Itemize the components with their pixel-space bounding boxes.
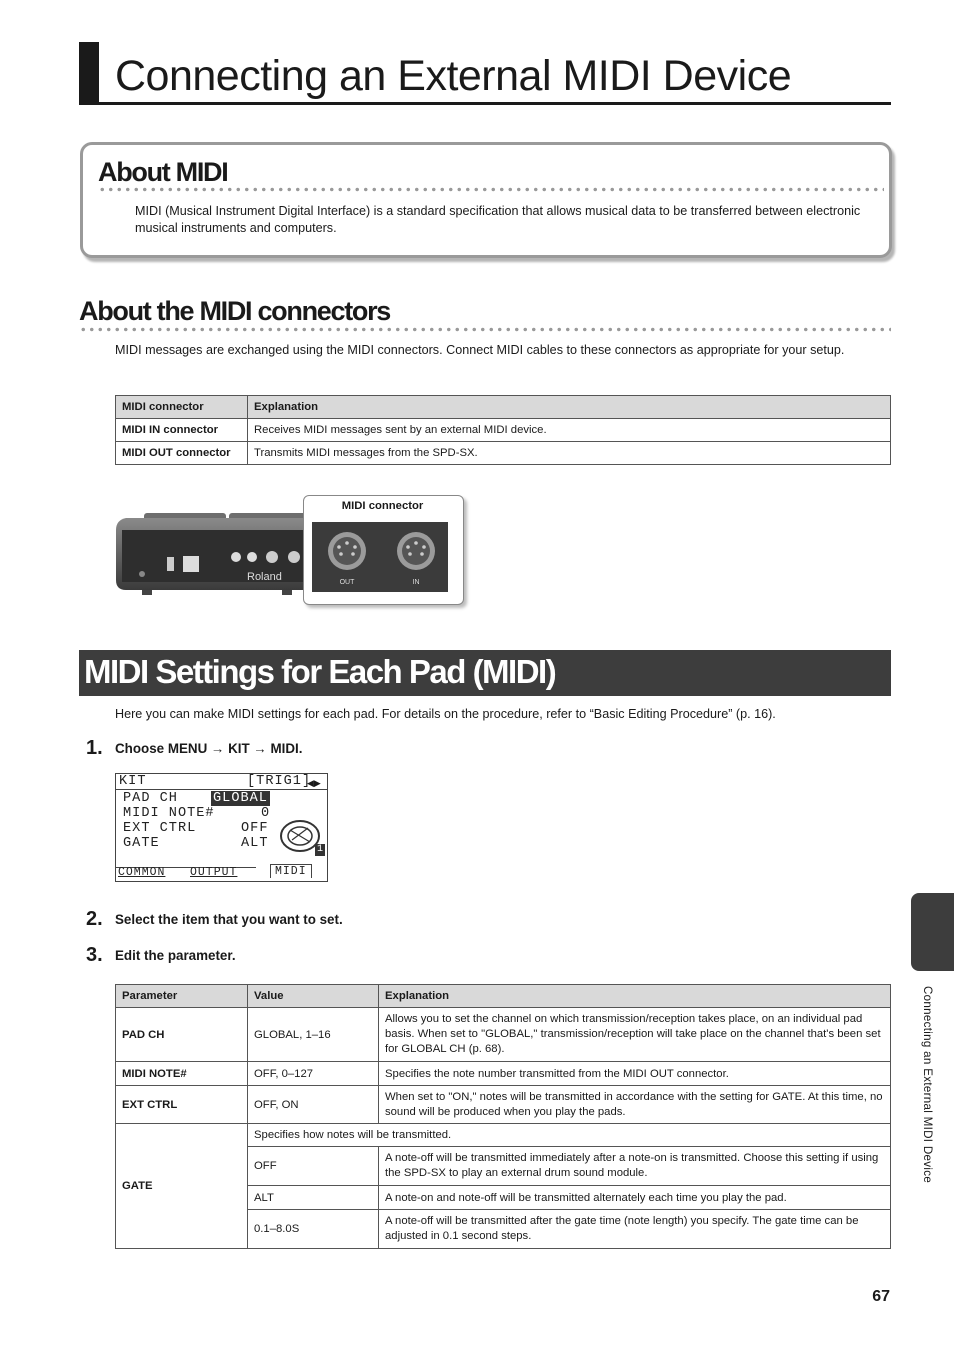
dotted-rule <box>98 187 884 192</box>
lcd-divider <box>116 789 327 790</box>
table-header: Value <box>248 985 379 1008</box>
lcd-param-value: 0 <box>261 806 271 821</box>
table-header-row <box>116 985 891 1008</box>
table-cell: When set to "ON," notes will be transmitted in accordance with the setting for GATE. At this time, no sound will be produced when you play the pads. <box>379 1086 891 1124</box>
table-cell: Specifies the note number transmitted from the MIDI OUT connector. <box>379 1062 891 1086</box>
table-row <box>116 442 891 465</box>
table-cell: OFF, 0–127 <box>248 1062 379 1086</box>
dotted-rule <box>79 327 891 332</box>
parameter-table <box>115 984 891 1249</box>
lcd-param-label: EXT CTRL <box>123 821 197 836</box>
lcd-tab-common: COMMON <box>118 866 166 879</box>
table-cell: Specifies how notes will be transmitted. <box>248 1124 891 1147</box>
table-cell: A note-off will be transmitted immediately after a note-on is transmitted. Choose this setting if using the SPD-SX to play an external drum sound module. <box>379 1147 891 1186</box>
table-header: MIDI connector <box>116 396 248 419</box>
lcd-param-label: PAD CH <box>123 791 178 806</box>
table-header: Parameter <box>116 985 248 1008</box>
table-cell: MIDI OUT connector <box>116 442 248 465</box>
port-in-label: IN <box>412 579 420 586</box>
table-header: Explanation <box>248 396 891 419</box>
lcd-param-value-selected: GLOBAL <box>213 791 268 806</box>
midi-in-port <box>397 532 435 570</box>
table-cell: ALT <box>248 1186 379 1210</box>
table-cell: MIDI IN connector <box>116 419 248 442</box>
connector-table <box>115 395 891 465</box>
step-text: Edit the parameter. <box>115 948 236 963</box>
table-cell: GLOBAL, 1–16 <box>248 1008 379 1062</box>
table-header-row <box>116 396 891 419</box>
step-number: 2. <box>86 908 103 930</box>
step-number: 3. <box>86 944 103 966</box>
lcd-top-right: [TRIG1] <box>247 774 312 789</box>
lcd-param-value: ALT <box>241 836 269 851</box>
midi-settings-intro: Here you can make MIDI settings for each pad. For details on the procedure, refer to “Basic Editing Procedure” (p. 16). <box>115 707 776 721</box>
table-cell: A note-on and note-off will be transmitted alternately each time you play the pad. <box>379 1186 891 1210</box>
table-cell: PAD CH <box>116 1008 248 1062</box>
table-cell: MIDI NOTE# <box>116 1062 248 1086</box>
table-cell: OFF, ON <box>248 1086 379 1124</box>
device-brand-text: Roland <box>247 571 282 583</box>
step-text: Select the item that you want to set. <box>115 912 343 927</box>
table-row <box>116 1062 891 1086</box>
table-row <box>116 1124 891 1147</box>
table-row <box>116 1086 891 1124</box>
table-cell: EXT CTRL <box>116 1086 248 1124</box>
port-out-label: OUT <box>339 579 355 586</box>
lcd-param-label: MIDI NOTE# <box>123 806 215 821</box>
step-number: 1. <box>86 737 103 759</box>
table-cell: Receives MIDI messages sent by an external MIDI device. <box>248 419 891 442</box>
chapter-side-label: Connecting an External MIDI Device <box>921 986 934 1184</box>
lcd-tab-output: OUTPUT <box>190 866 238 879</box>
table-cell: A note-off will be transmitted after the gate time (note length) you specify. The gate time can be adjusted in 0.1 second steps. <box>379 1210 891 1249</box>
page-number: 67 <box>872 1288 890 1305</box>
lcd-screen <box>115 773 328 882</box>
step-text: Choose MENU → KIT → MIDI. <box>115 741 303 756</box>
table-cell: OFF <box>248 1147 379 1186</box>
table-cell: 0.1–8.0S <box>248 1210 379 1249</box>
table-row <box>116 419 891 442</box>
lcd-top-left: KIT <box>119 774 147 789</box>
midi-ports-illustration <box>312 522 448 592</box>
title-underline <box>79 102 891 105</box>
callout-label: MIDI connector <box>341 500 424 512</box>
page-title: Connecting an External MIDI Device <box>115 52 792 100</box>
connectors-text: MIDI messages are exchanged using the MIDI connectors. Connect MIDI cables to these connectors as appropriate for your setup. <box>115 343 845 357</box>
midi-out-port <box>328 532 366 570</box>
lcd-param-value: OFF <box>241 821 269 836</box>
table-header: Explanation <box>379 985 891 1008</box>
lcd-pad-number: 1 <box>316 844 323 855</box>
lcd-tab-midi-active: MIDI <box>270 864 312 878</box>
table-cell: Transmits MIDI messages from the SPD-SX. <box>248 442 891 465</box>
chapter-side-tab <box>911 893 954 971</box>
table-cell: GATE <box>116 1124 248 1249</box>
about-midi-text: MIDI (Musical Instrument Digital Interface) is a standard specification that allows musical data to be transferred between electronic musical instruments and computers. <box>135 204 861 235</box>
connectors-heading: About the MIDI connectors <box>79 296 390 326</box>
midi-settings-heading: MIDI Settings for Each Pad (MIDI) <box>84 653 556 690</box>
about-midi-heading: About MIDI <box>98 157 228 187</box>
title-accent-bar <box>79 42 99 104</box>
table-row <box>116 1008 891 1062</box>
lcd-param-label: GATE <box>123 836 160 851</box>
table-cell: Allows you to set the channel on which transmission/reception takes place, on an individual pad basis. When set to "GLOBAL," transmission/reception will take place on the channel that's been set for GLOBAL CH (p. 68). <box>379 1008 891 1062</box>
lcd-arrows-icon: ◀▶ <box>307 778 321 788</box>
